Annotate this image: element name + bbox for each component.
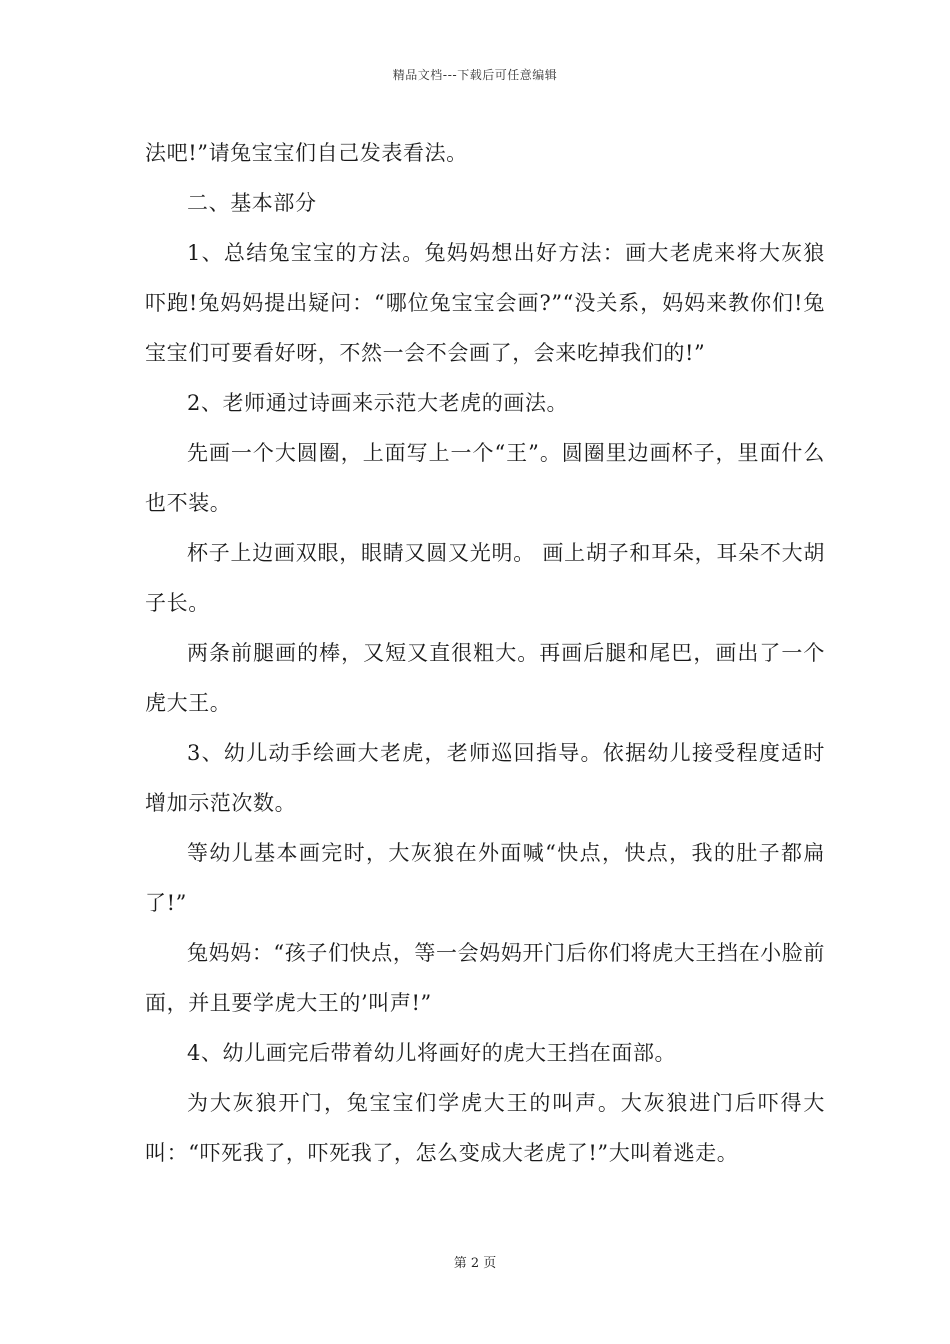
paragraph: 杯子上边画双眼，眼睛又圆又光明。 画上胡子和耳朵，耳朵不大胡子长。	[145, 541, 825, 615]
paragraph: 等幼儿基本画完时，大灰狼在外面喊“快点，快点，我的肚子都扁了!”	[145, 841, 825, 915]
paragraph: 兔妈妈：“孩子们快点，等一会妈妈开门后你们将虎大王挡在小脸前面，并且要学虎大王的’叫声!”	[145, 941, 825, 1015]
page-header: 精品文档---下载后可任意编辑	[392, 68, 558, 82]
paragraph: 2、老师通过诗画来示范大老虎的画法。	[187, 391, 569, 415]
paragraph: 两条前腿画的棒，又短又直很粗大。再画后腿和尾巴，画出了一个虎大王。	[145, 641, 825, 715]
section-heading: 二、基本部分	[187, 191, 317, 215]
paragraph: 为大灰狼开门，兔宝宝们学虎大王的叫声。大灰狼进门后吓得大叫：“吓死我了，吓死我了，怎么变成大老虎了!”大叫着逃走。	[145, 1091, 825, 1165]
paragraph: 4、幼儿画完后带着幼儿将画好的虎大王挡在面部。	[187, 1041, 677, 1065]
paragraph: 法吧!”请兔宝宝们自己发表看法。	[145, 141, 468, 165]
document-body	[145, 128, 825, 1178]
paragraph: 3、幼儿动手绘画大老虎，老师巡回指导。依据幼儿接受程度适时增加示范次数。	[145, 741, 825, 815]
paragraph: 1、总结兔宝宝的方法。兔妈妈想出好方法：画大老虎来将大灰狼吓跑!兔妈妈提出疑问：“哪位兔宝宝会画?”“没关系，妈妈来教你们!兔宝宝们可要看好呀，不然一会不会画了，会来吃掉我们的!”	[145, 241, 825, 365]
paragraph: 先画一个大圆圈，上面写上一个“王”。圆圈里边画杯子，里面什么也不装。	[145, 441, 825, 515]
page-number: 第 2 页	[453, 1256, 497, 1271]
